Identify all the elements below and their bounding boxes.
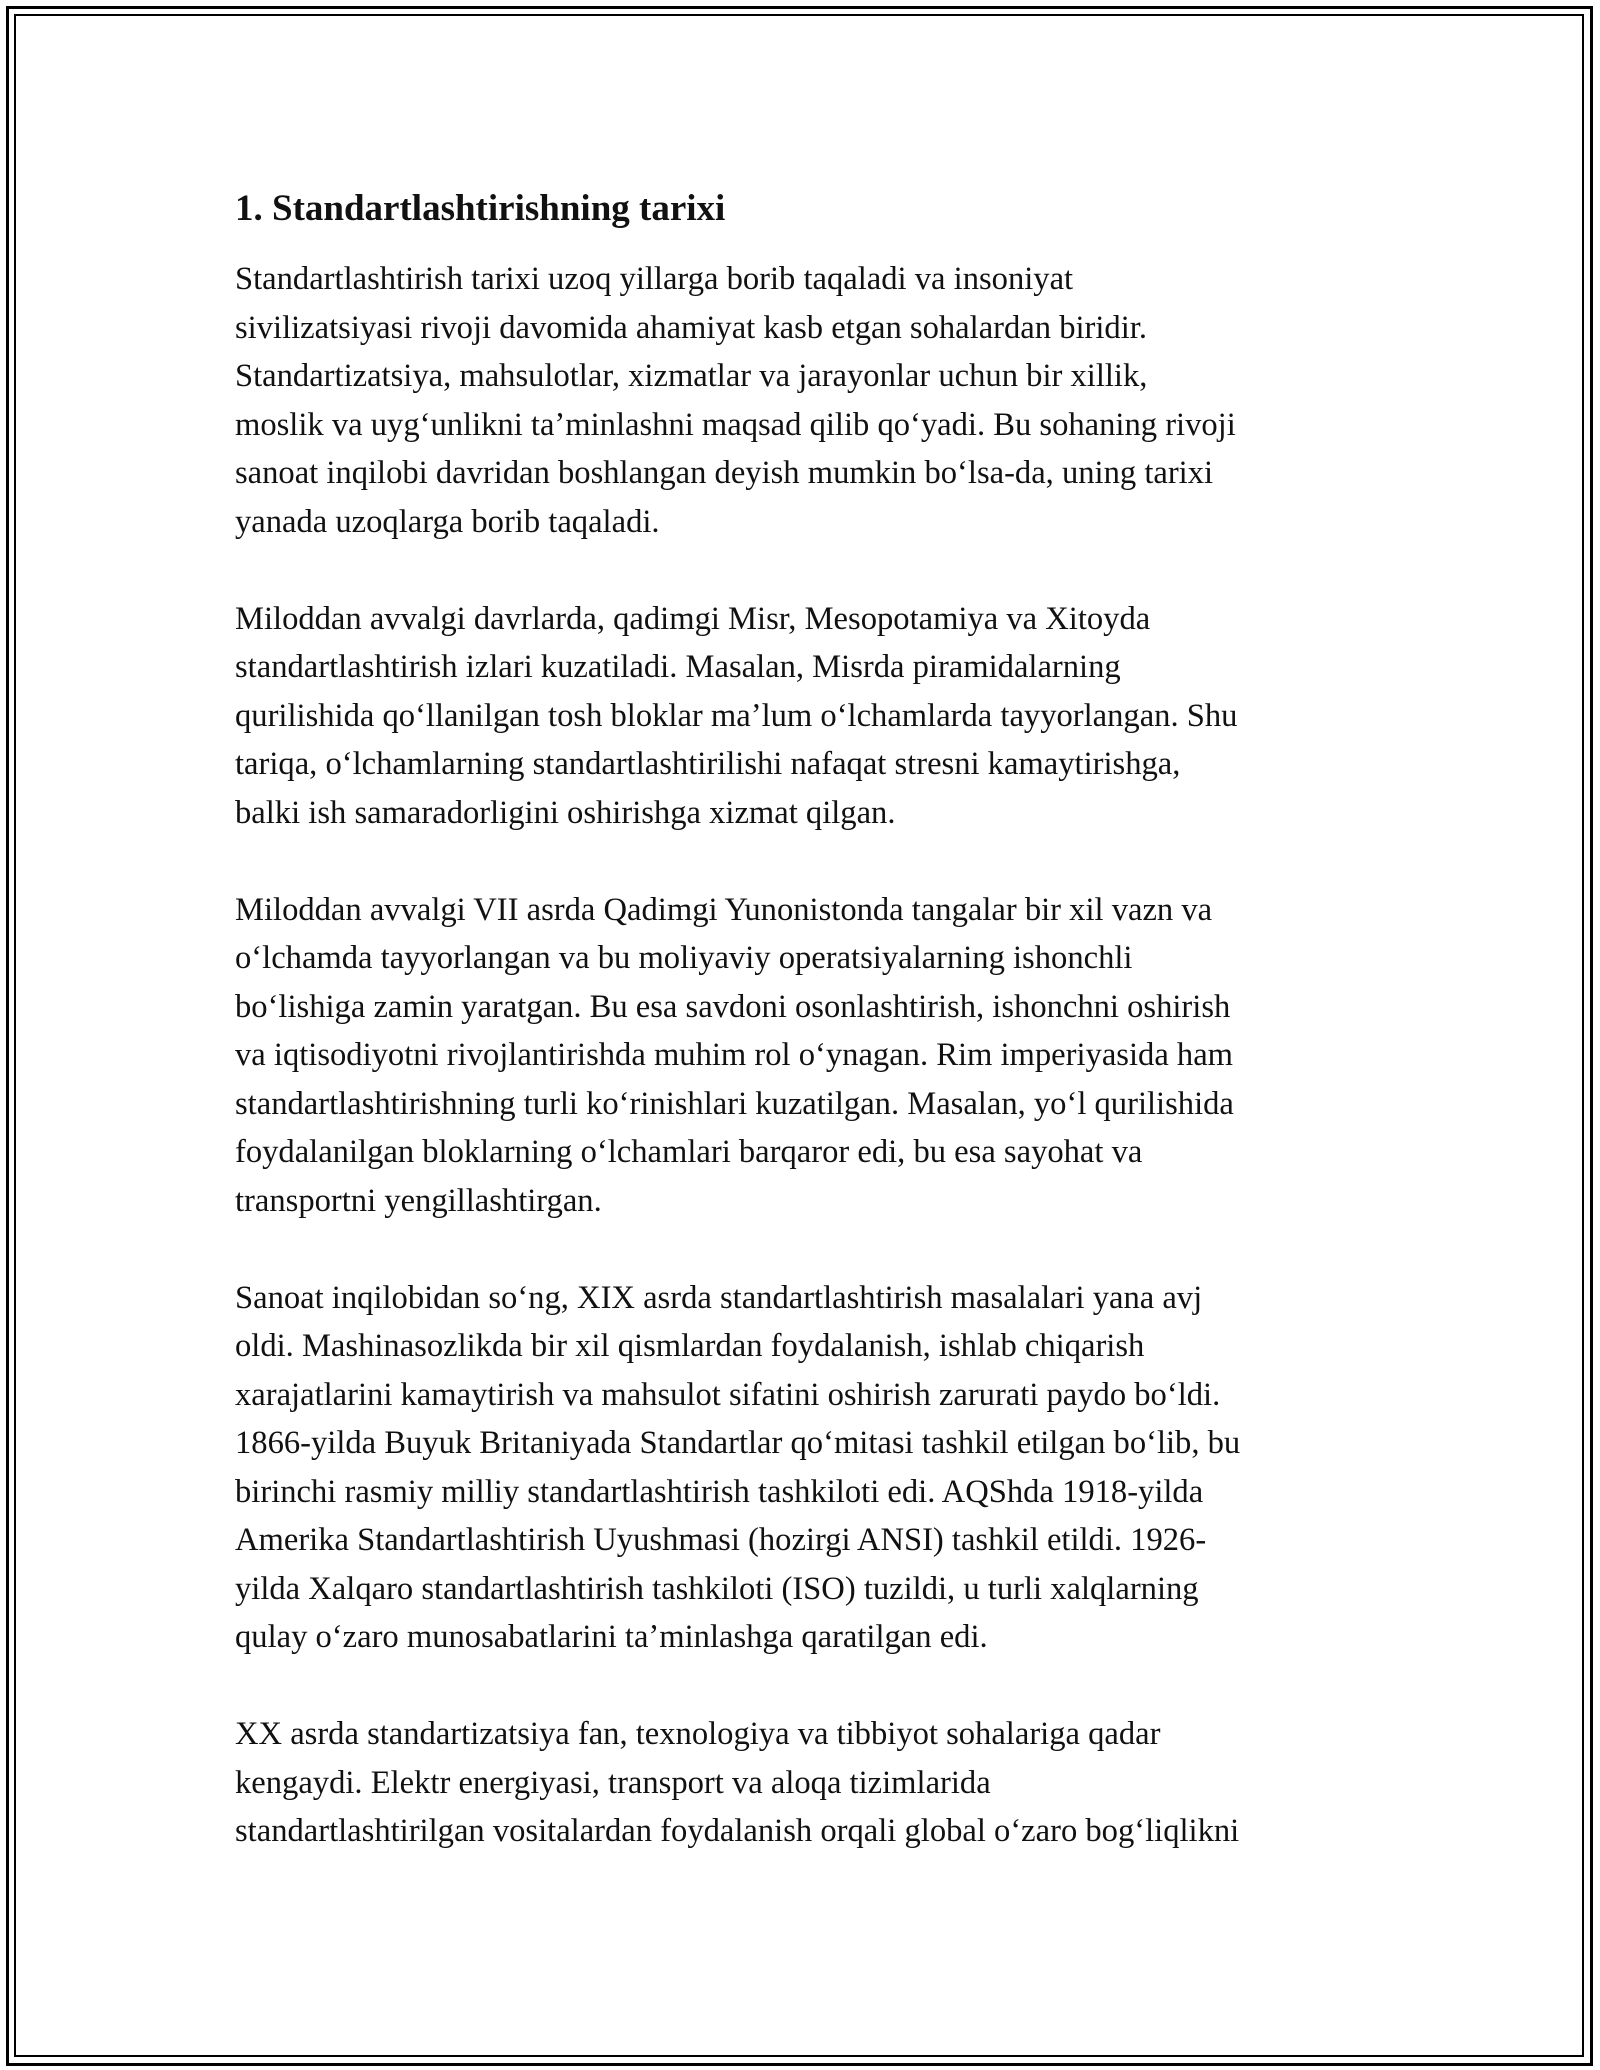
text-line: Standartlashtirish tarixi uzoq yillarga borib taqaladi va insoniyat — [235, 261, 1074, 297]
section-heading: 1. Standartlashtirishning tarixi — [235, 188, 726, 229]
text-line: moslik va uygʻunlikni taʼminlashni maqsad qilib qoʻyadi. Bu sohaning rivoji — [235, 406, 1236, 443]
text-line: Miloddan avvalgi davrlarda, qadimgi Misr, Mesopotamiya va Xitoyda — [235, 600, 1151, 637]
text-line: standartlashtirish izlari kuzatiladi. Masalan, Misrda piramidalarning — [235, 649, 1121, 685]
text-line: Sanoat inqilobidan soʻng, XIX asrda standartlashtirish masalalari yana avj — [235, 1279, 1203, 1316]
text-line: foydalanilgan bloklarning oʻlchamlari barqaror edi, bu esa sayohat va — [235, 1134, 1143, 1170]
document-body — [235, 185, 1375, 1904]
text-line: standartlashtirilgan vositalardan foydalanish orqali global oʻzaro bogʻliqlikni — [235, 1813, 1240, 1849]
text-line: oʻlchamda tayyorlangan va bu moliyaviy operatsiyalarning ishonchli — [235, 940, 1133, 976]
text-line: Standartizatsiya, mahsulotlar, xizmatlar va jarayonlar uchun bir xillik, — [235, 358, 1148, 394]
text-line: kengaydi. Elektr energiyasi, transport va aloqa tizimlarida — [235, 1764, 991, 1801]
paragraph-4 — [235, 1274, 1375, 1662]
text-line: qulay oʻzaro munosabatlarini taʼminlashga qaratilgan edi. — [235, 1619, 988, 1655]
text-line: sivilizatsiyasi rivoji davomida ahamiyat kasb etgan sohalardan biridir. — [235, 309, 1147, 346]
text-line: birinchi rasmiy milliy standartlashtirish tashkiloti edi. AQShda 1918-yilda — [235, 1473, 1204, 1510]
text-line: oldi. Mashinasozlikda bir xil qismlardan foydalanish, ishlab chiqarish — [235, 1328, 1145, 1364]
text-line: sanoat inqilobi davridan boshlangan deyish mumkin boʻlsa-da, uning tarixi — [235, 455, 1214, 491]
text-line: va iqtisodiyotni rivojlantirishda muhim rol oʻynagan. Rim imperiyasida ham — [235, 1037, 1234, 1073]
text-line: Miloddan avvalgi VII asrda Qadimgi Yunonistonda tangalar bir xil vazn va — [235, 891, 1213, 928]
text-line: yilda Xalqaro standartlashtirish tashkiloti (ISO) tuzildi, u turli xalqlarning — [235, 1570, 1199, 1607]
text-line: transportni yengillashtirgan. — [235, 1182, 602, 1219]
paragraph-1 — [235, 255, 1375, 546]
text-line: boʻlishiga zamin yaratgan. Bu esa savdoni osonlashtirish, ishonchni oshirish — [235, 988, 1231, 1025]
text-line: qurilishida qoʻllanilgan tosh bloklar maʼlum oʻlchamlarda tayyorlangan. Shu — [235, 697, 1238, 734]
text-line: 1866-yilda Buyuk Britaniyada Standartlar qoʻmitasi tashkil etilgan boʻlib, bu — [235, 1425, 1241, 1461]
text-line: yanada uzoqlarga borib taqaladi. — [235, 503, 660, 540]
text-line: tariqa, oʻlchamlarning standartlashtirilishi nafaqat stresni kamaytirishga, — [235, 746, 1181, 782]
paragraph-3 — [235, 886, 1375, 1226]
paragraph-2 — [235, 595, 1375, 838]
text-line: XX asrda standartizatsiya fan, texnologiya va tibbiyot sohalariga qadar — [235, 1716, 1161, 1752]
text-line: balki ish samaradorligini oshirishga xizmat qilgan. — [235, 794, 896, 831]
text-line: Amerika Standartlashtirish Uyushmasi (hozirgi ANSI) tashkil etildi. 1926- — [235, 1522, 1207, 1558]
text-line: xarajatlarini kamaytirish va mahsulot sifatini oshirish zarurati paydo boʻldi. — [235, 1376, 1221, 1413]
paragraph-5 — [235, 1710, 1375, 1856]
text-line: standartlashtirishning turli koʻrinishlari kuzatilgan. Masalan, yoʻl qurilishida — [235, 1085, 1234, 1122]
